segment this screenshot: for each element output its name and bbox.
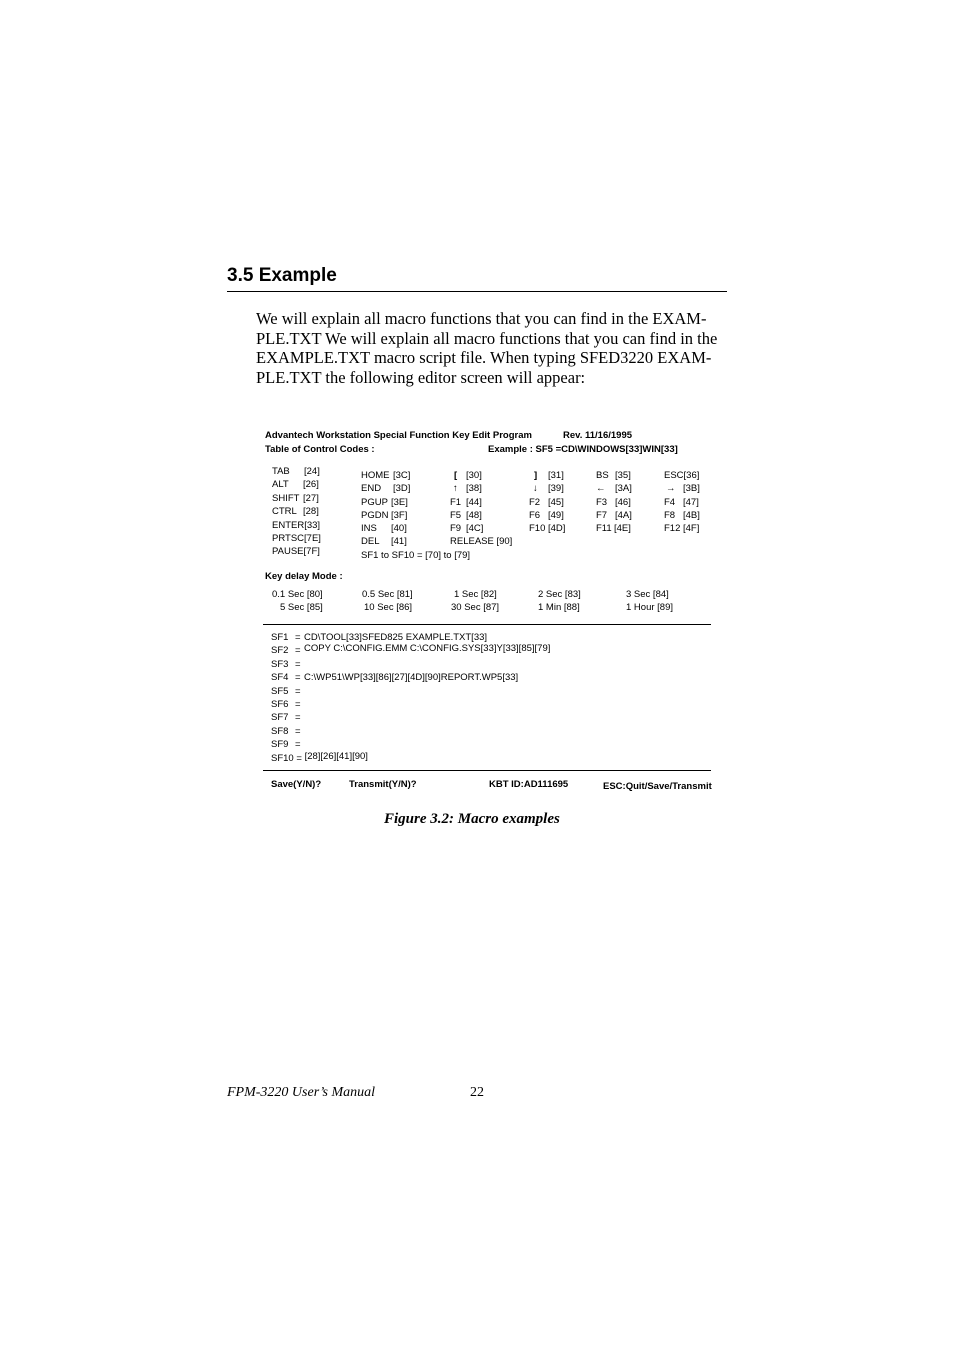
delay-option: 0.1 Sec [80]: [272, 589, 323, 600]
key-code: [24]: [304, 466, 320, 477]
revision: Rev. 11/16/1995: [563, 430, 633, 441]
macro-label: SF5: [271, 685, 289, 697]
key-code: [3F]: [391, 509, 408, 521]
macro-eq: =: [295, 712, 301, 724]
macro-label: SF3: [271, 658, 289, 670]
sf-range: SF1 to SF10 = [70] to [79]: [361, 549, 471, 561]
macro-label: SF7: [271, 712, 289, 724]
macro-row: [271, 659, 550, 672]
key-name: SHIFT: [272, 492, 300, 504]
key-name: PGUP: [361, 496, 388, 508]
key-name: BS: [596, 470, 609, 481]
intro-line: PLE.TXT the following editor screen will appear:: [256, 367, 586, 387]
intro-line: We will explain all macro functions that you can find in the EXAM-: [256, 309, 707, 328]
key-code: [3B]: [683, 483, 700, 495]
delay-option: 1 Sec [82]: [454, 589, 497, 600]
key-code: [36]: [683, 470, 700, 481]
macro-label: SF1: [271, 632, 289, 643]
macro-eq: =: [295, 632, 301, 643]
key-code: [3A]: [615, 483, 632, 495]
key-code: [33]: [304, 519, 321, 531]
key-code: [49]: [548, 509, 564, 521]
arrow-down-icon: ↓: [533, 483, 538, 495]
key-name: F11: [596, 523, 612, 535]
macro-eq: =: [296, 752, 302, 764]
example-line: Example : SF5 =CD\WINDOWS[33]WIN[33]: [488, 444, 678, 455]
screen-divider: [263, 770, 711, 771]
key-code: [7E]: [304, 532, 321, 544]
macro-list: [271, 632, 550, 766]
delay-option: 5 Sec [85]: [280, 602, 323, 613]
key-name: HOME: [361, 470, 390, 481]
key-name: ALT: [272, 479, 289, 491]
delay-option: 1 Min [88]: [538, 602, 580, 613]
key-code: [44]: [466, 496, 482, 508]
key-code: [38]: [466, 483, 482, 495]
macro-row: [271, 712, 550, 725]
macro-value: C:\WP51\WP[33][86][27][4D][90]REPORT.WP5[33]: [304, 672, 519, 684]
macro-row: [271, 726, 550, 739]
key-name: END: [361, 483, 382, 495]
key-code: [26]: [303, 479, 319, 491]
intro-line: PLE.TXT We will explain all macro functions that you can find in the: [256, 328, 718, 348]
key-code: [35]: [615, 470, 631, 481]
footer-manual: FPM-3220 User’s Manual: [227, 1085, 376, 1100]
control-codes-col3: [450, 470, 512, 550]
delay-option: 3 Sec [84]: [626, 589, 669, 600]
key-name: DEL: [361, 536, 380, 548]
key-name: ESC: [664, 470, 684, 481]
key-code: [28]: [303, 506, 319, 518]
macro-eq: =: [295, 658, 301, 670]
macro-value: COPY C:\CONFIG.EMM C:\CONFIG.SYS[33]Y[33][85][79]: [304, 643, 551, 655]
key-name: [: [454, 470, 458, 481]
key-name: CTRL: [272, 506, 297, 518]
program-title: Advantech Workstation Special Function Key Edit Program: [265, 430, 532, 441]
key-code: [45]: [548, 496, 564, 508]
intro-paragraph: [256, 309, 717, 387]
macro-eq: =: [295, 725, 301, 737]
key-name: PAUSE: [272, 546, 304, 558]
key-code: [48]: [466, 509, 482, 521]
macro-row: [271, 672, 550, 685]
key-code: [3D]: [393, 483, 411, 495]
control-codes-col5: [596, 470, 632, 536]
footer-page-number: 22: [470, 1085, 484, 1100]
macro-eq: =: [295, 739, 301, 751]
transmit-prompt: Transmit(Y/N)?: [349, 779, 417, 790]
key-code: [40]: [391, 523, 407, 535]
macro-eq: =: [295, 698, 301, 710]
arrow-right-icon: →: [666, 483, 676, 495]
key-code: [4A]: [615, 509, 632, 521]
macro-label: SF8: [271, 725, 289, 737]
key-code: [4C]: [466, 523, 484, 535]
macro-label: SF10: [271, 752, 294, 764]
key-name: PRTSC: [272, 532, 305, 544]
release-code: RELEASE [90]: [450, 536, 513, 548]
key-code: [46]: [615, 496, 631, 508]
screen-divider: [263, 624, 711, 625]
macro-label: SF2: [271, 645, 289, 657]
esc-hint: ESC:Quit/Save/Transmit: [603, 781, 712, 792]
macro-value: CD\TOOL[33]SFED825 EXAMPLE.TXT[33]: [304, 632, 488, 643]
control-codes-col1: [272, 466, 321, 560]
key-name: F2: [529, 496, 541, 508]
macro-label: SF9: [271, 739, 289, 751]
key-name: ENTER: [272, 519, 305, 531]
key-name: PGDN: [361, 509, 389, 521]
arrow-left-icon: ←: [596, 483, 606, 495]
key-name: F3: [596, 496, 608, 508]
heading-rule: [227, 291, 727, 292]
key-code: [4D]: [548, 523, 566, 535]
key-name: F1: [450, 496, 462, 508]
key-name: TAB: [272, 466, 290, 477]
save-prompt: Save(Y/N)?: [271, 779, 322, 790]
control-codes-col6: [664, 470, 700, 536]
intro-line: EXAMPLE.TXT macro script file. When typing SFED3220 EXAM-: [256, 348, 712, 367]
macro-row: [271, 645, 550, 658]
key-code: [4B]: [683, 509, 700, 521]
key-name: F12: [664, 523, 681, 535]
key-code: [27]: [303, 492, 319, 504]
key-code: [4E]: [614, 523, 631, 535]
macro-row: [271, 699, 550, 712]
figure-caption: Figure 3.2: Macro examples: [384, 811, 560, 827]
delay-option: 30 Sec [87]: [451, 602, 500, 613]
key-name: INS: [361, 523, 377, 535]
key-code: [30]: [466, 470, 482, 481]
delay-option: 0.5 Sec [81]: [362, 589, 413, 600]
delay-option: 10 Sec [86]: [364, 602, 413, 613]
key-name: F8: [664, 509, 676, 521]
control-codes-col4: [529, 470, 565, 536]
macro-eq: =: [295, 685, 301, 697]
macro-label: SF4: [271, 672, 289, 684]
key-name: F9: [450, 523, 462, 535]
macro-row: [271, 750, 550, 766]
key-code: [39]: [548, 483, 564, 495]
delay-option: 1 Hour [89]: [626, 602, 673, 613]
delay-option: 2 Sec [83]: [538, 589, 581, 600]
macro-label: SF6: [271, 698, 289, 710]
macro-eq: =: [295, 672, 301, 684]
table-title: Table of Control Codes :: [265, 444, 375, 455]
key-name: F10: [529, 523, 546, 535]
key-code: [3C]: [393, 470, 411, 481]
macro-row: [271, 686, 550, 699]
key-code: [4F]: [683, 523, 700, 535]
key-name: F6: [529, 509, 541, 521]
key-name: F5: [450, 509, 462, 521]
key-name: ]: [534, 470, 538, 481]
key-code: [47]: [683, 496, 699, 508]
delay-title: Key delay Mode :: [265, 571, 343, 582]
key-code: [41]: [391, 536, 407, 548]
key-name: F7: [596, 509, 608, 521]
key-code: [31]: [548, 470, 564, 481]
key-code: [7F]: [303, 546, 320, 558]
key-code: [3E]: [391, 496, 408, 508]
key-name: F4: [664, 496, 676, 508]
section-heading: 3.5 Example: [227, 265, 337, 286]
macro-eq: =: [295, 645, 301, 657]
arrow-up-icon: ↑: [453, 483, 458, 495]
macro-value: [28][26][41][90]: [304, 750, 368, 762]
kbt-id: KBT ID:AD111695: [489, 779, 569, 790]
